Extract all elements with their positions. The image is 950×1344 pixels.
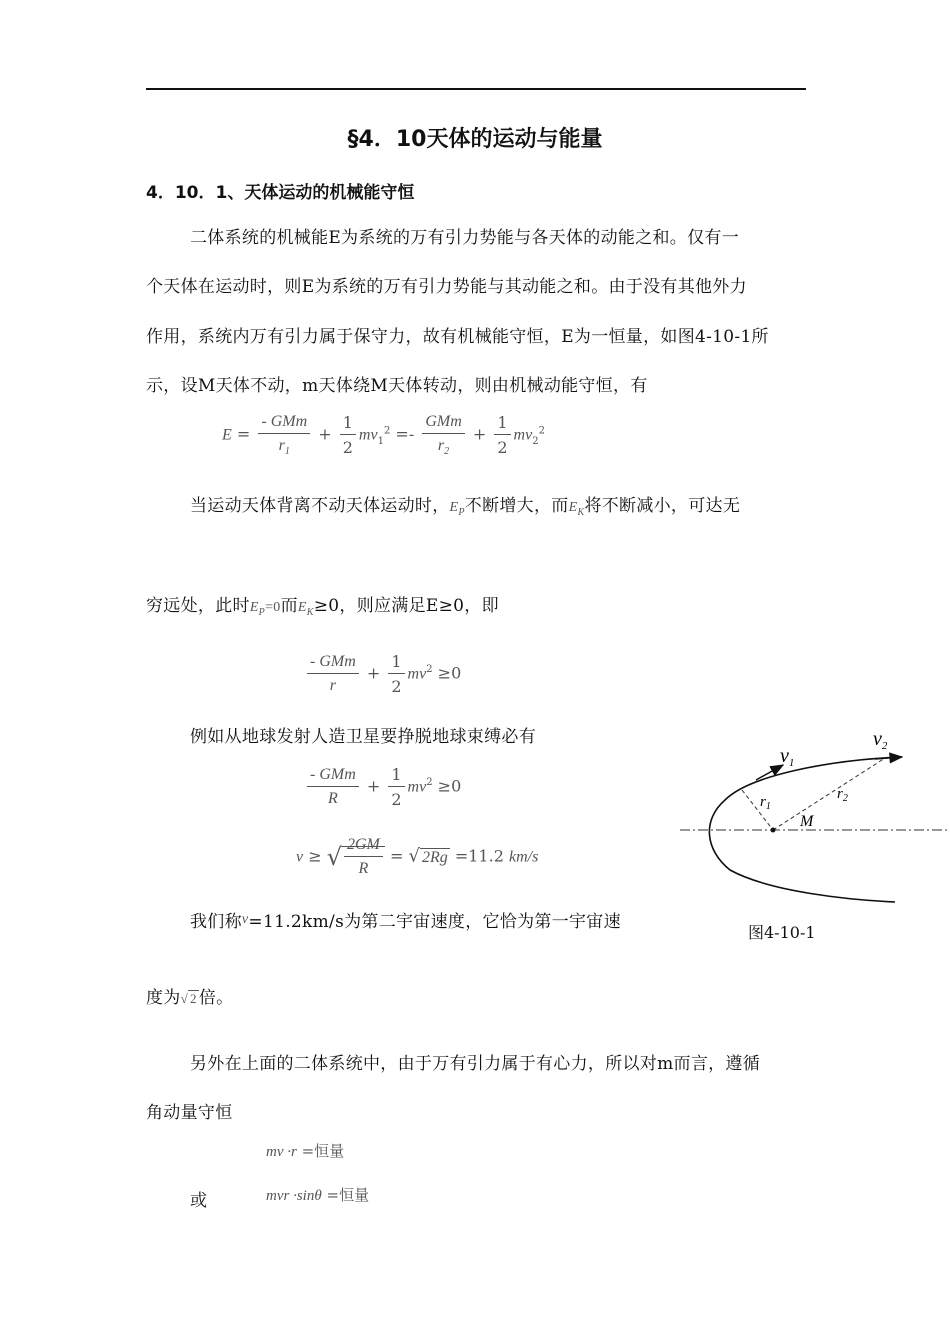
paragraph-3: 例如从地球发射人造卫星要挣脱地球束缚必有: [190, 727, 536, 747]
paragraph-5-line-2: 角动量守恒: [146, 1103, 233, 1123]
paragraph-1-line-1: 二体系统的机械能E为系统的万有引力势能与各天体的动能之和。仅有一: [190, 228, 740, 248]
paragraph-4-line-2: 度为√ 2 倍。: [146, 988, 234, 1008]
escape-velocity-equation: v ≥ √ $\frac{2GM}{R}$ = √ 2Rg =11.2 km/s: [296, 836, 539, 877]
paragraph-1-line-3: 作用，系统内万有引力属于保守力，故有机械能守恒，E为一恒量，如图4-10-1所: [146, 327, 769, 347]
central-body-point: [771, 828, 776, 833]
v1-label: $v_1$: [780, 745, 795, 769]
paragraph-1-line-2: 个天体在运动时，则E为系统的万有引力势能与其动能之和。由于没有其他外力: [146, 277, 747, 297]
paragraph-1-line-4: 示，设M天体不动，m天体绕M天体转动，则由机械动能守恒，有: [146, 376, 648, 396]
earth-escape-equation: $\frac{\text{- GMm}}{R}$ + $\frac{1}{2}$ $mv^2 \ge 0$: [304, 765, 461, 809]
angular-momentum-sin-equation: mvr ·sinθ =恒量: [266, 1186, 370, 1204]
velocity-v2-arrow: [875, 757, 902, 759]
escape-condition-equation: $\frac{\text{- GMm}}{r}$ + $\frac{1}{2}$ $mv^2 \ge 0$: [304, 652, 461, 696]
paragraph-2-line-2: 穷远处，此时$E_P=0$而$E_K\ge 0$，则应满足E≥0，即: [146, 596, 499, 618]
v2-label: $v_2$: [873, 728, 888, 752]
r1-label: $r_1$: [760, 794, 771, 812]
energy-equation: E = $\frac{\text{- GMm}}{r_1}$ + $\frac{1}{2}$ $mv_1^2$ =- $\frac{\text{GMm}}{r_2}$ + $\frac{1}{2}$ $mv_2^2$: [222, 413, 545, 458]
section-title: §4．10天体的运动与能量: [347, 127, 603, 152]
angular-momentum-equation: mv ·r =恒量: [266, 1142, 345, 1160]
orbit-figure: [680, 720, 950, 915]
M-label: M: [800, 813, 814, 830]
figure-caption: 图4-10-1: [748, 923, 816, 942]
paragraph-5-line-1: 另外在上面的二体系统中，由于万有引力属于有心力，所以对m而言，遵循: [190, 1054, 761, 1074]
subsection-title: 4．10．1、天体运动的机械能守恒: [146, 183, 415, 203]
or-label: 或: [190, 1191, 208, 1211]
paragraph-4-line-1: 我们称$^v$=11.2km/s为第二宇宙速度，它恰为第一宇宙速: [190, 912, 621, 932]
header-rule: [146, 88, 806, 90]
r2-label: $r_2$: [837, 786, 848, 804]
paragraph-2-line-1: 当运动天体背离不动天体运动时，$E_P$不断增大，而$E_K$将不断减小，可达无: [190, 496, 741, 518]
